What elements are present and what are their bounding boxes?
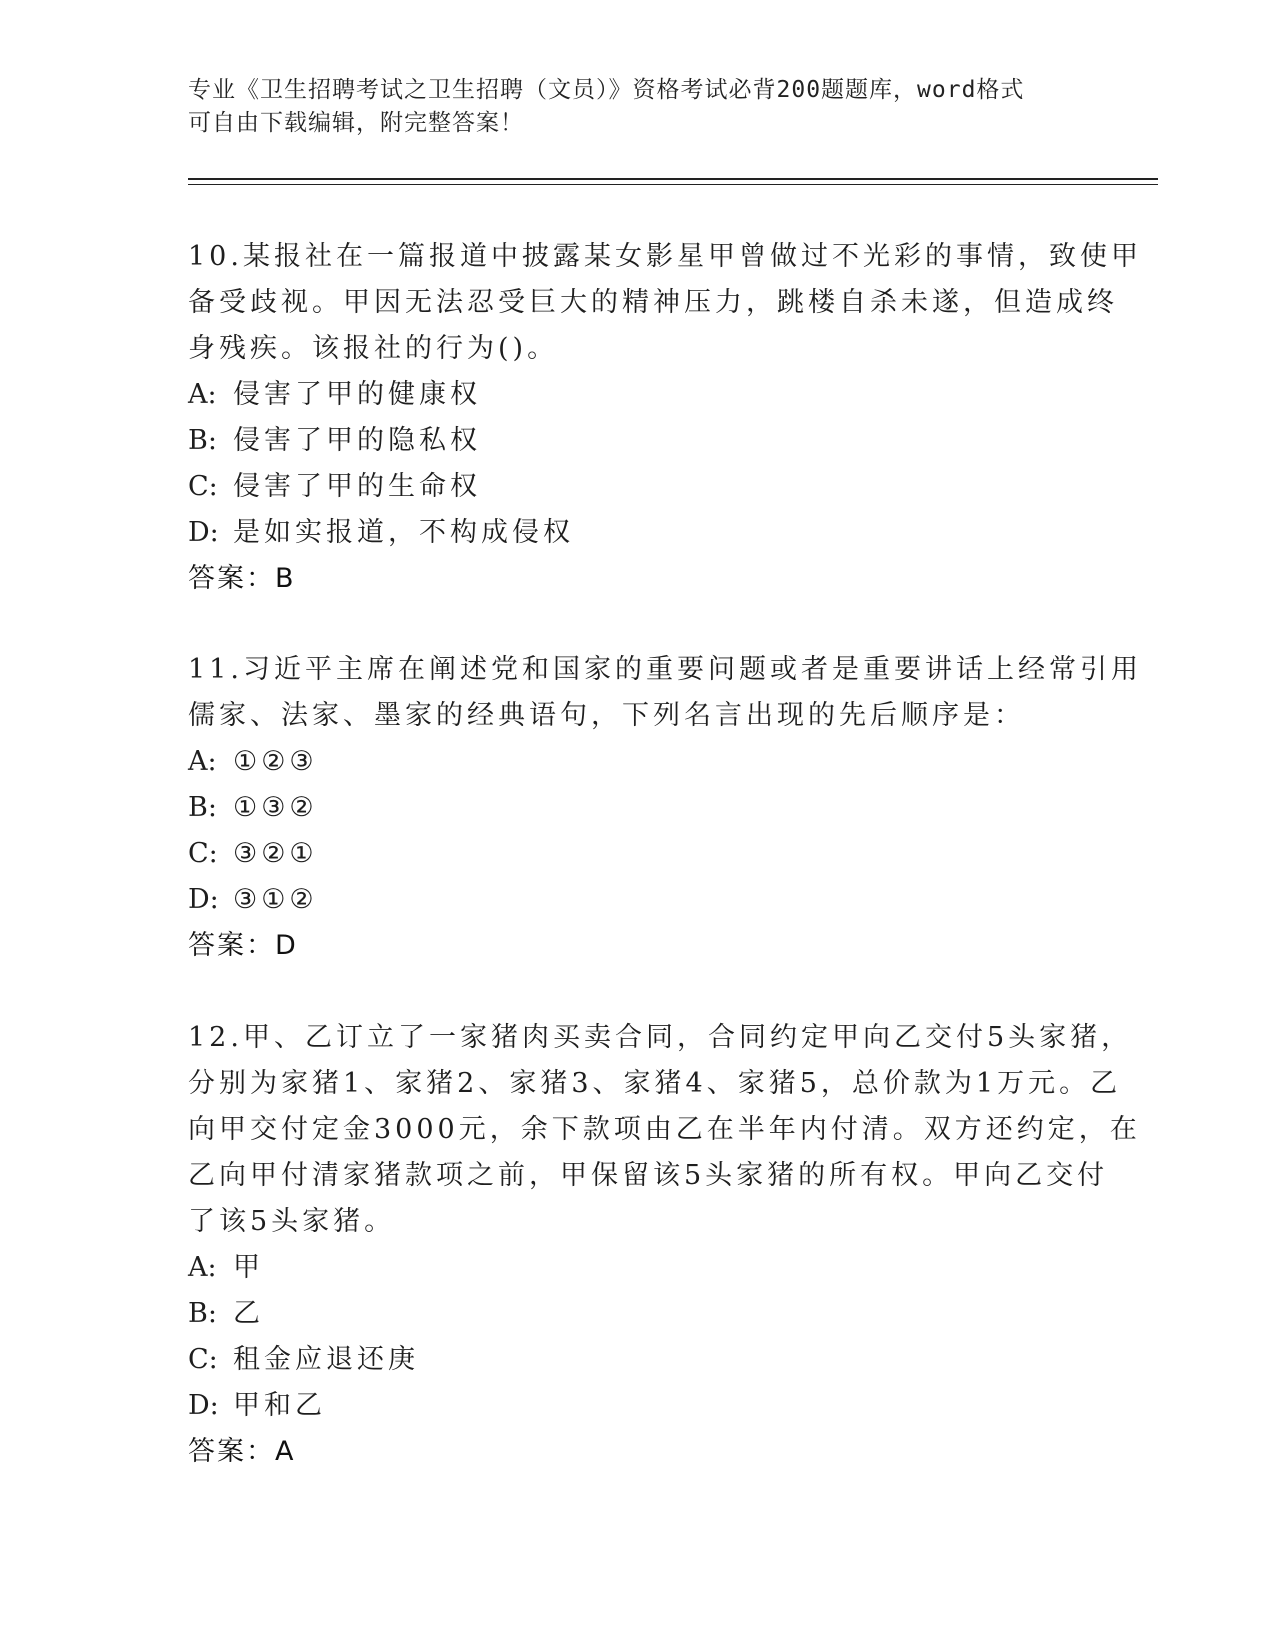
option-c	[188, 1337, 1088, 1383]
option-key: B:	[188, 425, 217, 456]
option-d	[188, 1383, 1088, 1429]
option-text: ③①②	[233, 884, 318, 915]
option-b	[188, 785, 1088, 831]
option-text: 侵害了甲的健康权	[233, 379, 481, 410]
option-text: 是如实报道，不构成侵权	[233, 517, 574, 548]
question-11	[188, 647, 1142, 969]
question-10	[188, 234, 1142, 602]
option-a	[188, 739, 1088, 785]
option-key: A:	[188, 379, 217, 410]
header-line-1: 专业《卫生招聘考试之卫生招聘（文员）》资格考试必背200题题库，word格式	[188, 77, 1025, 103]
option-key: D:	[188, 884, 219, 915]
option-d	[188, 877, 1088, 923]
header-divider-thin	[188, 184, 1158, 185]
option-text: 侵害了甲的隐私权	[233, 425, 481, 456]
option-key: B:	[188, 792, 217, 823]
question-stem-line: 儒家、法家、墨家的经典语句，下列名言出现的先后顺序是：	[188, 700, 1025, 731]
option-key: A:	[188, 746, 217, 777]
answer-line: 答案：A	[188, 1436, 296, 1467]
option-key: C:	[188, 1344, 218, 1375]
option-key: D:	[188, 1390, 219, 1421]
answer-line: 答案：B	[188, 563, 296, 594]
option-text: 乙	[233, 1298, 264, 1329]
option-key: C:	[188, 471, 218, 502]
option-text: ③②①	[233, 838, 318, 869]
option-key: A:	[188, 1252, 217, 1283]
question-stem-line: 乙向甲付清家猪款项之前，甲保留该5头家猪的所有权。甲向乙交付	[188, 1160, 1109, 1191]
question-12	[188, 1015, 1141, 1475]
option-key: C:	[188, 838, 218, 869]
option-text: 甲	[233, 1252, 264, 1283]
option-a	[188, 1245, 1088, 1291]
document-header	[188, 74, 1088, 140]
option-text: ①③②	[233, 792, 318, 823]
question-stem-line: 12.甲、乙订立了一家猪肉买卖合同，合同约定甲向乙交付5头家猪，	[188, 1022, 1133, 1053]
question-stem-line: 11.习近平主席在阐述党和国家的重要问题或者是重要讲话上经常引用	[188, 654, 1142, 685]
header-divider-thick	[188, 178, 1158, 180]
option-text: ①②③	[233, 746, 318, 777]
option-d	[188, 510, 1088, 556]
answer-line: 答案：D	[188, 930, 298, 961]
option-text: 甲和乙	[233, 1390, 326, 1421]
option-text: 租金应退还庚	[233, 1344, 419, 1375]
option-key: D:	[188, 517, 219, 548]
option-c	[188, 831, 1088, 877]
question-stem-line: 10.某报社在一篇报道中披露某女影星甲曾做过不光彩的事情，致使甲	[188, 241, 1142, 272]
header-line-2: 可自由下载编辑，附完整答案！	[188, 110, 524, 136]
question-stem-line: 备受歧视。甲因无法忍受巨大的精神压力，跳楼自杀未遂，但造成终	[188, 287, 1118, 318]
option-c	[188, 464, 1088, 510]
option-b	[188, 418, 1088, 464]
option-b	[188, 1291, 1088, 1337]
option-text: 侵害了甲的生命权	[233, 471, 481, 502]
option-a	[188, 372, 1088, 418]
question-stem-line: 身残疾。该报社的行为()。	[188, 333, 559, 364]
question-stem-line: 了该5头家猪。	[188, 1206, 396, 1237]
question-stem-line: 向甲交付定金3000元，余下款项由乙在半年内付清。双方还约定，在	[188, 1114, 1141, 1145]
option-key: B:	[188, 1298, 217, 1329]
question-stem-line: 分别为家猪1、家猪2、家猪3、家猪4、家猪5，总价款为1万元。乙	[188, 1068, 1122, 1099]
